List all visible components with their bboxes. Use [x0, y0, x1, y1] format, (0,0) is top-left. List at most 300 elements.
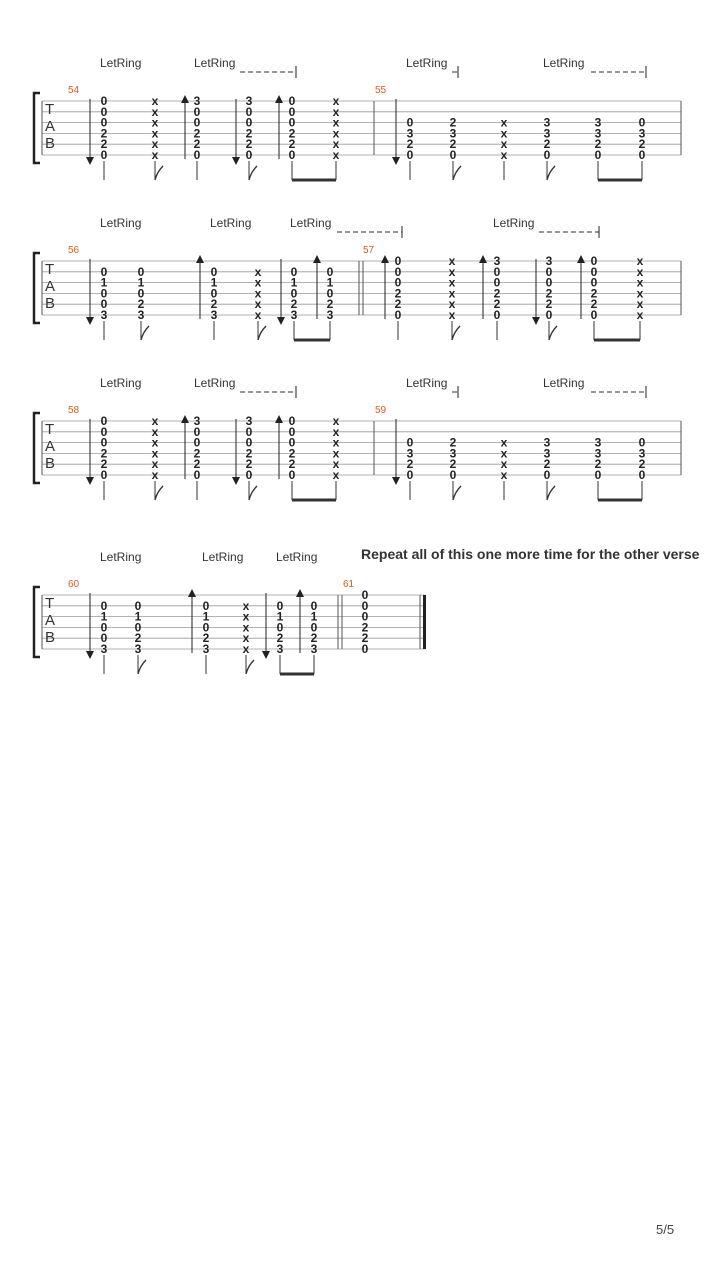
fret-number: 0 [545, 264, 553, 279]
fret-number: 1 [276, 609, 284, 624]
fret-number: 0 [100, 297, 108, 312]
fret-number: 2 [100, 446, 108, 461]
fret-number: 0 [100, 264, 108, 279]
note-flag [138, 660, 146, 674]
let-ring-label: LetRing [100, 376, 142, 390]
let-ring-label: LetRing [100, 216, 142, 230]
strum-up-arrow [196, 255, 204, 263]
fret-number: 0 [100, 468, 108, 482]
fret-number: x [332, 104, 340, 119]
fret-number: 0 [638, 148, 646, 162]
fret-number: 0 [137, 286, 145, 301]
fret-number: 0 [310, 620, 318, 635]
fret-number: x [254, 308, 262, 322]
fret-number: x [151, 94, 159, 108]
tab-clef-letter: B [45, 135, 56, 152]
fret-number: 3 [276, 642, 284, 656]
fret-number: 0 [193, 148, 201, 162]
fret-number: 3 [543, 435, 551, 450]
fret-number: 0 [245, 435, 253, 450]
fret-number: x [500, 468, 508, 482]
fret-number: x [500, 126, 508, 141]
let-ring-label: LetRing [276, 550, 318, 564]
tab-clef-letter: B [45, 629, 56, 646]
let-ring-label: LetRing [100, 56, 142, 70]
fret-number: 2 [100, 126, 108, 141]
let-ring-label: LetRing [493, 216, 535, 230]
fret-number: 2 [100, 457, 108, 472]
note-flag [246, 660, 254, 674]
fret-number: 0 [638, 468, 646, 482]
fret-number: x [500, 148, 508, 162]
fret-number: 0 [210, 286, 218, 301]
note-flag [155, 486, 163, 500]
fret-number: 0 [245, 468, 253, 482]
fret-number: x [151, 414, 159, 428]
fret-number: 2 [245, 126, 253, 141]
fret-number: 0 [406, 468, 414, 482]
fret-number: 0 [590, 275, 598, 290]
fret-number: 3 [638, 126, 646, 141]
fret-number: 1 [100, 609, 108, 624]
fret-number: 2 [361, 620, 369, 635]
fret-number: x [332, 446, 340, 461]
tab-clef-letter: T [45, 421, 55, 438]
fret-number: x [500, 137, 508, 152]
fret-number: 2 [406, 137, 414, 152]
fret-number: 3 [543, 115, 551, 130]
fret-number: 0 [100, 598, 108, 613]
fret-number: x [448, 275, 456, 290]
tab-clef-letter: B [45, 295, 56, 312]
let-ring-label: LetRing [100, 550, 142, 564]
fret-number: 3 [638, 446, 646, 461]
fret-number: 2 [288, 457, 296, 472]
fret-number: x [332, 148, 340, 162]
fret-number: 1 [134, 609, 142, 624]
fret-number: 0 [288, 468, 296, 482]
fret-number: 3 [193, 414, 201, 428]
fret-number: 2 [288, 126, 296, 141]
fret-number: 2 [493, 297, 501, 312]
fret-number: 0 [100, 104, 108, 119]
fret-number: x [151, 468, 159, 482]
fret-number: 3 [543, 446, 551, 461]
note-flag [547, 166, 555, 180]
fret-number: 0 [543, 468, 551, 482]
fret-number: 0 [245, 148, 253, 162]
fret-number: 0 [193, 424, 201, 439]
strum-down-arrow [392, 157, 400, 165]
fret-number: 2 [543, 457, 551, 472]
fret-number: x [332, 414, 340, 428]
fret-number: 0 [590, 308, 598, 322]
fret-number: 2 [326, 297, 334, 312]
fret-number: 2 [134, 631, 142, 646]
fret-number: x [636, 275, 644, 290]
fret-number: 0 [394, 254, 402, 268]
fret-number: 0 [394, 308, 402, 322]
fret-number: 2 [245, 137, 253, 152]
strum-up-arrow [188, 589, 196, 597]
fret-number: 2 [276, 631, 284, 646]
fret-number: 0 [100, 286, 108, 301]
fret-number: x [500, 457, 508, 472]
strum-up-arrow [275, 95, 283, 103]
fret-number: 2 [100, 137, 108, 152]
fret-number: 3 [406, 126, 414, 141]
fret-number: 0 [134, 598, 142, 613]
measure-number: 56 [68, 245, 80, 256]
fret-number: x [448, 264, 456, 279]
fret-number: x [636, 286, 644, 301]
let-ring-label: LetRing [194, 376, 236, 390]
fret-number: x [242, 631, 250, 646]
tab-clef-letter: A [45, 118, 56, 135]
fret-number: x [151, 104, 159, 119]
note-flag [453, 486, 461, 500]
fret-number: 0 [100, 115, 108, 130]
fret-number: 2 [449, 435, 457, 450]
fret-number: 3 [449, 126, 457, 141]
fret-number: 0 [638, 435, 646, 450]
fret-number: 0 [493, 275, 501, 290]
fret-number: 0 [137, 264, 145, 279]
strum-down-arrow [277, 317, 285, 325]
fret-number: 0 [100, 620, 108, 635]
fret-number: 2 [449, 115, 457, 130]
fret-number: x [500, 115, 508, 130]
fret-number: 0 [100, 631, 108, 646]
fret-number: 2 [590, 297, 598, 312]
fret-number: 3 [545, 254, 553, 268]
fret-number: x [332, 435, 340, 450]
tab-clef-letter: T [45, 595, 55, 612]
note-flag [453, 166, 461, 180]
let-ring-label: LetRing [406, 56, 448, 70]
measure-number: 58 [68, 405, 80, 416]
let-ring-label: LetRing [406, 376, 448, 390]
let-ring-label: LetRing [194, 56, 236, 70]
note-flag [547, 486, 555, 500]
let-ring-label: LetRing [543, 56, 585, 70]
tab-clef-letter: A [45, 278, 56, 295]
fret-number: x [448, 297, 456, 312]
fret-number: 2 [288, 137, 296, 152]
strum-up-arrow [313, 255, 321, 263]
fret-number: 0 [288, 424, 296, 439]
fret-number: 0 [202, 620, 210, 635]
fret-number: 3 [310, 642, 318, 656]
tab-clef-letter: B [45, 455, 56, 472]
fret-number: 3 [594, 115, 602, 130]
fret-number: 0 [449, 468, 457, 482]
fret-number: 1 [290, 275, 298, 290]
fret-number: x [636, 308, 644, 322]
fret-number: 0 [245, 424, 253, 439]
measure-number: 57 [363, 245, 375, 256]
fret-number: 0 [449, 148, 457, 162]
fret-number: 3 [290, 308, 298, 322]
fret-number: 0 [394, 275, 402, 290]
fret-number: 1 [100, 275, 108, 290]
system-bracket [34, 253, 40, 323]
fret-number: x [242, 609, 250, 624]
fret-number: 0 [406, 435, 414, 450]
fret-number: 2 [361, 631, 369, 646]
fret-number: 3 [543, 126, 551, 141]
fret-number: 0 [594, 148, 602, 162]
tab-clef-letter: A [45, 612, 56, 629]
strum-down-arrow [262, 651, 270, 659]
note-flag [258, 326, 266, 340]
strum-down-arrow [86, 651, 94, 659]
note-flag [452, 326, 460, 340]
fret-number: x [332, 126, 340, 141]
strum-down-arrow [86, 317, 94, 325]
fret-number: x [500, 435, 508, 450]
fret-number: 0 [134, 620, 142, 635]
fret-number: 0 [361, 609, 369, 624]
fret-number: 3 [202, 642, 210, 656]
note-flag [249, 166, 257, 180]
fret-number: 0 [310, 598, 318, 613]
fret-number: 0 [245, 115, 253, 130]
fret-number: 2 [638, 457, 646, 472]
strum-down-arrow [232, 477, 240, 485]
fret-number: 0 [193, 468, 201, 482]
fret-number: 3 [100, 642, 108, 656]
fret-number: x [500, 446, 508, 461]
fret-number: 3 [594, 446, 602, 461]
fret-number: 2 [638, 137, 646, 152]
fret-number: 0 [406, 115, 414, 130]
fret-number: 0 [361, 588, 369, 602]
fret-number: x [332, 424, 340, 439]
fret-number: 3 [594, 126, 602, 141]
strum-up-arrow [577, 255, 585, 263]
fret-number: 2 [545, 297, 553, 312]
measure-number: 54 [68, 85, 80, 96]
fret-number: 0 [493, 308, 501, 322]
fret-number: 0 [193, 435, 201, 450]
fret-number: 2 [394, 297, 402, 312]
fret-number: x [242, 642, 250, 656]
fret-number: 1 [137, 275, 145, 290]
let-ring-label: LetRing [290, 216, 332, 230]
fret-number: 3 [245, 414, 253, 428]
note-flag [155, 166, 163, 180]
fret-number: 2 [543, 137, 551, 152]
final-barline [423, 595, 426, 649]
fret-number: x [242, 620, 250, 635]
fret-number: 3 [100, 308, 108, 322]
fret-number: x [636, 297, 644, 312]
fret-number: 2 [310, 631, 318, 646]
let-ring-label: LetRing [210, 216, 252, 230]
fret-number: 0 [288, 148, 296, 162]
tab-clef-letter: A [45, 438, 56, 455]
note-flag [141, 326, 149, 340]
fret-number: 0 [638, 115, 646, 130]
strum-up-arrow [479, 255, 487, 263]
fret-number: 3 [134, 642, 142, 656]
fret-number: 0 [326, 286, 334, 301]
strum-up-arrow [381, 255, 389, 263]
fret-number: 2 [193, 126, 201, 141]
fret-number: 0 [288, 115, 296, 130]
fret-number: 0 [100, 148, 108, 162]
fret-number: 1 [310, 609, 318, 624]
fret-number: x [151, 435, 159, 450]
fret-number: x [254, 264, 262, 279]
strum-up-arrow [181, 95, 189, 103]
measure-number: 55 [375, 85, 387, 96]
fret-number: 3 [326, 308, 334, 322]
tab-clef-letter: T [45, 261, 55, 278]
fret-number: x [332, 94, 340, 108]
fret-number: 0 [100, 94, 108, 108]
fret-number: x [151, 115, 159, 130]
fret-number: 3 [406, 446, 414, 461]
fret-number: x [448, 286, 456, 301]
fret-number: 2 [545, 286, 553, 301]
fret-number: 0 [361, 642, 369, 656]
strum-up-arrow [181, 415, 189, 423]
fret-number: 0 [276, 620, 284, 635]
system-bracket [34, 93, 40, 163]
fret-number: 2 [590, 286, 598, 301]
fret-number: 0 [394, 264, 402, 279]
fret-number: 2 [394, 286, 402, 301]
strum-down-arrow [532, 317, 540, 325]
fret-number: x [254, 286, 262, 301]
let-ring-label: LetRing [543, 376, 585, 390]
fret-number: 0 [193, 104, 201, 119]
fret-number: 0 [100, 424, 108, 439]
fret-number: 0 [590, 254, 598, 268]
fret-number: 2 [493, 286, 501, 301]
fret-number: 0 [406, 148, 414, 162]
fret-number: 3 [245, 94, 253, 108]
strum-down-arrow [86, 477, 94, 485]
fret-number: 0 [545, 308, 553, 322]
fret-number: x [448, 254, 456, 268]
fret-number: 0 [202, 598, 210, 613]
strum-down-arrow [392, 477, 400, 485]
repeat-instruction: Repeat all of this one more time for the other verse [361, 546, 700, 562]
fret-number: 2 [193, 446, 201, 461]
fret-number: x [151, 446, 159, 461]
fret-number: x [151, 126, 159, 141]
fret-number: 0 [545, 275, 553, 290]
fret-number: 0 [288, 94, 296, 108]
system-bracket [34, 587, 40, 657]
fret-number: x [332, 468, 340, 482]
fret-number: x [151, 457, 159, 472]
measure-number: 59 [375, 405, 387, 416]
fret-number: 0 [361, 598, 369, 613]
fret-number: 0 [290, 286, 298, 301]
fret-number: x [254, 297, 262, 312]
fret-number: 2 [288, 446, 296, 461]
fret-number: x [332, 457, 340, 472]
fret-number: 0 [100, 414, 108, 428]
strum-up-arrow [296, 589, 304, 597]
fret-number: x [254, 275, 262, 290]
fret-number: x [151, 148, 159, 162]
measure-number: 60 [68, 579, 80, 590]
fret-number: 2 [449, 457, 457, 472]
let-ring-label: LetRing [202, 550, 244, 564]
fret-number: 2 [594, 137, 602, 152]
fret-number: 0 [288, 414, 296, 428]
fret-number: 2 [245, 457, 253, 472]
strum-down-arrow [86, 157, 94, 165]
fret-number: 0 [210, 264, 218, 279]
strum-up-arrow [275, 415, 283, 423]
fret-number: 0 [590, 264, 598, 279]
fret-number: 0 [288, 435, 296, 450]
fret-number: 3 [210, 308, 218, 322]
fret-number: x [151, 424, 159, 439]
fret-number: 1 [326, 275, 334, 290]
fret-number: x [332, 115, 340, 130]
fret-number: 3 [449, 446, 457, 461]
note-flag [249, 486, 257, 500]
fret-number: x [151, 137, 159, 152]
fret-number: x [636, 254, 644, 268]
fret-number: 3 [594, 435, 602, 450]
fret-number: 2 [245, 446, 253, 461]
fret-number: 2 [193, 137, 201, 152]
fret-number: 2 [137, 297, 145, 312]
fret-number: 2 [290, 297, 298, 312]
fret-number: 2 [193, 457, 201, 472]
fret-number: 3 [193, 94, 201, 108]
fret-number: 2 [406, 457, 414, 472]
fret-number: x [242, 598, 250, 613]
fret-number: 0 [193, 115, 201, 130]
fret-number: x [332, 137, 340, 152]
fret-number: 0 [100, 435, 108, 450]
fret-number: 0 [326, 264, 334, 279]
fret-number: 0 [594, 468, 602, 482]
fret-number: 1 [202, 609, 210, 624]
tab-clef-letter: T [45, 101, 55, 118]
note-flag [549, 326, 557, 340]
fret-number: 0 [288, 104, 296, 119]
fret-number: 0 [245, 104, 253, 119]
fret-number: 2 [449, 137, 457, 152]
fret-number: x [636, 264, 644, 279]
measure-number: 61 [343, 579, 355, 590]
page-number: 5/5 [656, 1222, 675, 1237]
fret-number: x [448, 308, 456, 322]
fret-number: 3 [493, 254, 501, 268]
system-bracket [34, 413, 40, 483]
fret-number: 1 [210, 275, 218, 290]
fret-number: 2 [210, 297, 218, 312]
fret-number: 0 [290, 264, 298, 279]
fret-number: 3 [137, 308, 145, 322]
fret-number: 2 [594, 457, 602, 472]
fret-number: 0 [276, 598, 284, 613]
fret-number: 0 [543, 148, 551, 162]
strum-down-arrow [232, 157, 240, 165]
fret-number: 2 [202, 631, 210, 646]
fret-number: 0 [493, 264, 501, 279]
